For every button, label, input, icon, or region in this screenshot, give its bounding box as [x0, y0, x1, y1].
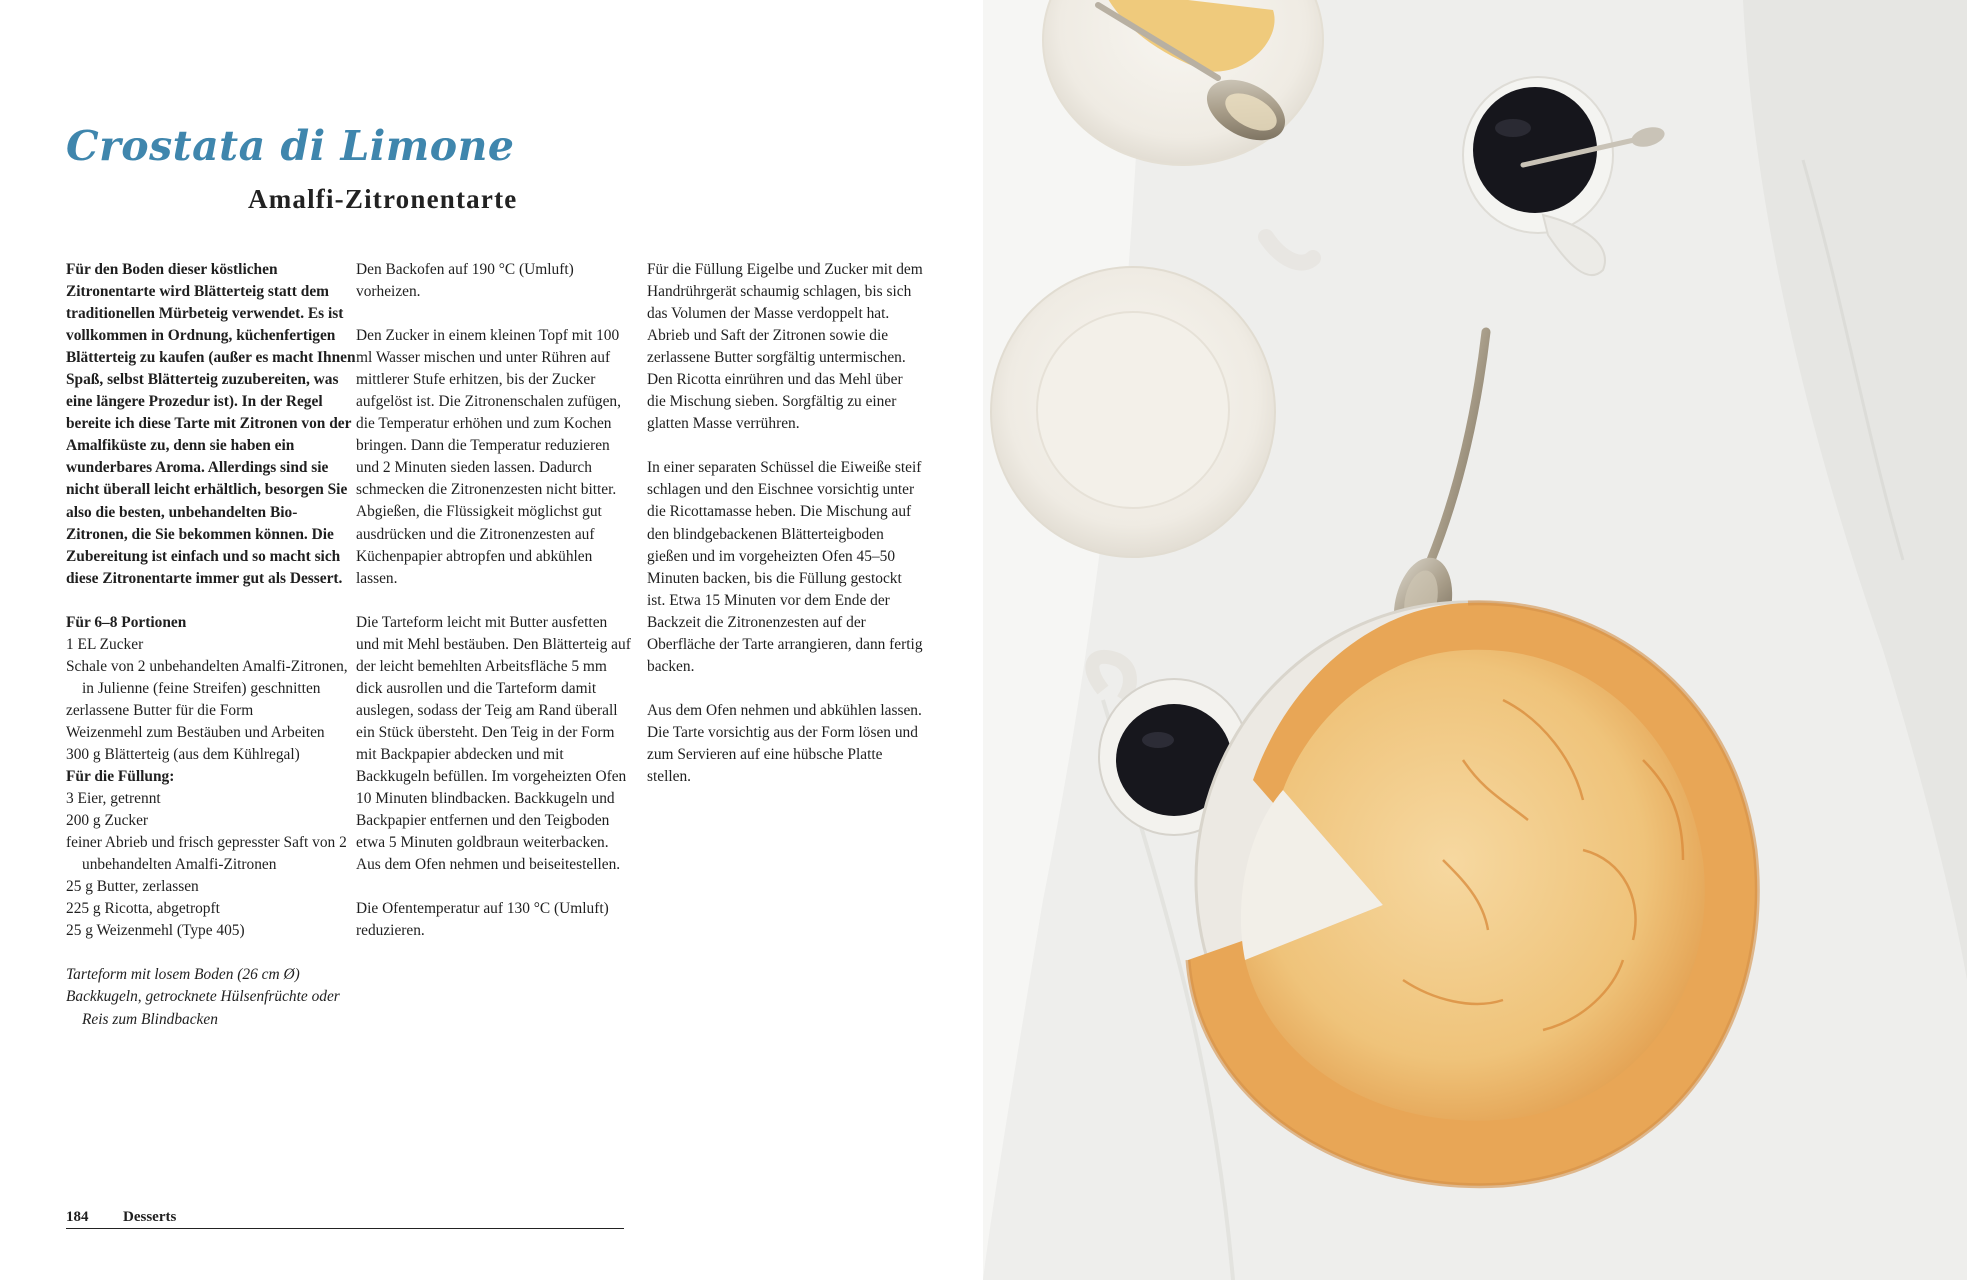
column-method-1: [356, 259, 632, 964]
ingredient-item: Weizenmehl zum Bestäuben und Arbeiten: [66, 723, 325, 741]
equipment-item: Backkugeln, getrocknete Hülsenfrüchte oder Reis zum Blindbacken: [66, 988, 340, 1028]
filling-ingredient-item: 200 g Zucker: [66, 812, 149, 830]
filling-ingredient-item: 25 g Weizenmehl (Type 405): [66, 922, 245, 940]
recipe-title: Crostata di Limone: [66, 122, 515, 170]
recipe-page: [0, 0, 983, 1280]
ingredient-item: Schale von 2 unbehandelten Amalfi-Zitronen, in Julienne (feine Streifen) geschnitten: [66, 657, 348, 697]
method-step: Für die Füllung Eigelbe und Zucker mit dem Handrührgerät schaumig schlagen, bis sich das Volumen der Masse verdoppelt hat. Abrieb und Saft der Zitronen sowie die zerlassene Butter sorgfältig untermischen. Den Ricotta einrühren und das Mehl über die Mischung sieben. Sorgfältig zu einer glatten Masse verrühren.: [647, 261, 923, 433]
section-name: Desserts: [123, 1209, 177, 1225]
method-step: In einer separaten Schüssel die Eiweiße steif schlagen und den Eischnee vorsichtig unter die Ricottamasse heben. Die Mischung auf den blindgebackenen Blätterteigboden gießen und im vorgeheizten Ofen 45–50 Minuten backen, bis die Füllung gestockt ist. Etwa 15 Minuten vor dem Ende der Backzeit die Zitronenzesten auf der Oberfläche der Tarte arrangieren, dann fertig backen.: [647, 459, 923, 675]
ingredient-item: 1 EL Zucker: [66, 635, 144, 653]
portions-heading: Für 6–8 Portionen: [66, 613, 187, 631]
equipment-item: Tarteform mit losem Boden (26 cm Ø): [66, 966, 300, 984]
filling-ingredient-item: 25 g Butter, zerlassen: [66, 878, 199, 896]
page-footer: [66, 1209, 624, 1229]
page-number: 184: [66, 1209, 89, 1225]
intro-paragraph: Für den Boden dieser köstlichen Zitronentarte wird Blätterteig statt dem traditionellen Mürbeteig verwendet. Es ist vollkommen in Ordnung, küchenfertigen Blätterteig zu kaufen (außer es macht Ihnen Spaß, selbst Blätterteig zuzubereiten, was eine längere Prozedur ist). In der Regel bereite ich diese Tarte mit Zitronen von der Amalfiküste zu, denn sie haben ein wunderbares Aroma. Allerdings sind sie nicht überall leicht erhältlich, besorgen Sie also die besten, unbehandelten Bio-Zitronen, die Sie bekommen können. Die Zubereitung ist einfach und so macht sich diese Zitronentarte immer gut als Dessert.: [66, 261, 356, 587]
ingredient-item: zerlassene Butter für die Form: [66, 701, 254, 719]
filling-ingredient-item: 225 g Ricotta, abgetropft: [66, 900, 220, 918]
equipment-list: [66, 964, 356, 1030]
column-ingredients: [66, 259, 356, 1031]
lemon-tart: [1188, 602, 1757, 1186]
filling-heading: Für die Füllung:: [66, 768, 175, 786]
method-step: Die Ofentemperatur auf 130 °C (Umluft) reduzieren.: [356, 900, 609, 940]
method-step: Den Backofen auf 190 °C (Umluft) vorheizen.: [356, 261, 574, 301]
method-step: Die Tarteform leicht mit Butter ausfetten und mit Mehl bestäuben. Den Blätterteig auf der leicht bemehlten Arbeitsfläche 5 mm dick ausrollen und die Tarteform damit auslegen, sodass der Teig am Rand überall ein Stück übersteht. Den Teig in der Form mit Backpapier abdecken und mit Backkugeln befüllen. Im vorgeheizten Ofen 10 Minuten blindbacken. Backkugeln und Backpapier entfernen und den Teigboden etwa 5 Minuten goldbraun weiterbacken. Aus dem Ofen nehmen und beiseitestellen.: [356, 613, 631, 874]
tart-photo-illustration: [983, 0, 1967, 1280]
filling-ingredient-item: feiner Abrieb und frisch gepresster Saft von 2 unbehandelten Amalfi-Zitronen: [66, 834, 347, 874]
filling-ingredient-item: 3 Eier, getrennt: [66, 790, 161, 808]
column-method-2: [647, 259, 923, 810]
food-photo: [983, 0, 1967, 1280]
empty-plate: [991, 267, 1275, 557]
ingredient-item: 300 g Blätterteig (aus dem Kühlregal): [66, 745, 300, 763]
recipe-subtitle: Amalfi-Zitronentarte: [248, 184, 518, 214]
method-step: Den Zucker in einem kleinen Topf mit 100 ml Wasser mischen und unter Rühren auf mittlerer Stufe erhitzen, bis der Zucker aufgelöst ist. Die Zitronenschalen zufügen, die Temperatur erhöhen und zum Kochen bringen. Dann die Temperatur reduzieren und 2 Minuten sieden lassen. Dadurch schmecken die Zitronenzesten nicht bitter. Abgießen, die Flüssigkeit möglichst gut ausdrücken und die Zitronenzesten auf Küchenpapier abtropfen und abkühlen lassen.: [356, 327, 621, 587]
method-step: Aus dem Ofen nehmen und abkühlen lassen. Die Tarte vorsichtig aus der Form lösen und zum Servieren auf eine hübsche Platte stellen.: [647, 701, 922, 785]
